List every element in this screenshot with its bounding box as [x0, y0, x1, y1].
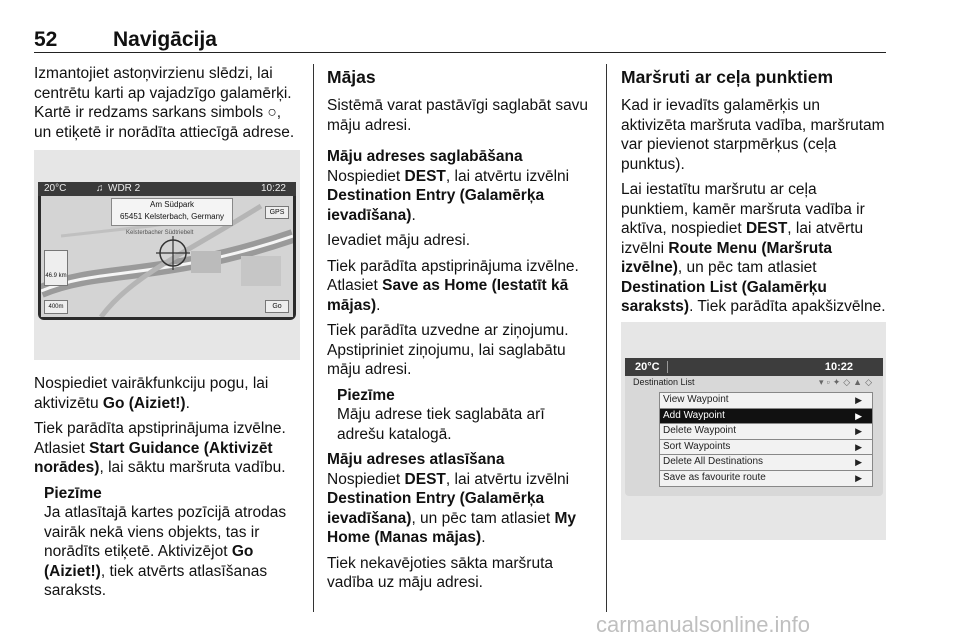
- menu-item[interactable]: [659, 454, 873, 470]
- chevron-right-icon: ▶: [855, 426, 862, 437]
- column-3: [621, 64, 887, 323]
- radio-icon: ♫: [96, 183, 104, 194]
- divider: [667, 361, 668, 373]
- paragraph: Nospiediet DEST, lai atvērtu izvēlni Destination Entry (Galamērķa ievadīšana).: [327, 167, 570, 224]
- scale-indicator: 400m: [44, 300, 68, 314]
- status-icons: ▾▫✦◇▲◇: [819, 377, 875, 387]
- paragraph: Tiek parādīta apstiprinājuma izvēlne. Atlasiet Start Guidance (Aktivizēt norādes), lai sāktu maršruta vadību.: [34, 420, 286, 476]
- paragraph: Nospiediet vairākfunkciju pogu, lai aktivizētu Go (Aiziet!).: [34, 375, 269, 412]
- nav-status-bar: [38, 182, 296, 196]
- menu-item-label: View Waypoint: [663, 394, 729, 405]
- address-label: [111, 198, 233, 226]
- bold-term: Go (Aiziet!): [102, 394, 186, 412]
- nav-map-figure: [34, 150, 300, 360]
- menu-item[interactable]: [659, 392, 873, 408]
- temperature: 20°C: [44, 183, 67, 194]
- paragraph: Lai iestatītu maršrutu ar ceļa punktiem, kamēr maršruta vadība ir aktīva, nospiediet DEST, lai atvērtu izvēlni Route Menu (Maršruta izvēlne), un pēc tam atlasiet Destination List (Galamērķu saraksts). Tiek parādīta apakšizvēlne.: [621, 181, 886, 315]
- address-line-2: 65451 Kelsterbach, Germany: [119, 212, 225, 221]
- chevron-right-icon: ▶: [855, 457, 862, 468]
- section-heading: Maršruti ar ceļa punktiem: [621, 67, 834, 87]
- column-2: [327, 64, 595, 599]
- radio-station: WDR 2: [108, 183, 141, 194]
- map-place-label: Kelsterbacher Südtriebelt: [126, 230, 194, 236]
- column-1-lower: [34, 374, 300, 607]
- paragraph: Sistēmā varat pastāvīgi saglabāt savu māju adresi.: [327, 97, 589, 134]
- menu-item-label: Save as favourite route: [663, 471, 766, 483]
- paragraph: Kad ir ievadīts galamērķis un aktivizēta maršruta vadība, maršrutam var pievienot starpmērķus (ceļa punktus).: [621, 97, 885, 173]
- clock: 10:22: [824, 361, 853, 373]
- paragraph: Nospiediet DEST, lai atvērtu izvēlni Destination Entry (Galamērķa ievadīšana), un pēc tam atlasiet My Home (Manas mājas).: [327, 470, 577, 546]
- chevron-right-icon: ▶: [855, 441, 862, 452]
- chevron-right-icon: ▶: [855, 472, 862, 483]
- subheading: Māju adreses saglabāšana: [327, 148, 523, 165]
- menu-screen: [625, 358, 883, 496]
- page-number: 52: [34, 28, 58, 51]
- menu-item[interactable]: [659, 439, 873, 455]
- clock: 10:22: [260, 183, 286, 194]
- menu-list: [659, 392, 873, 487]
- watermark: carmanualsonline.info: [596, 612, 811, 637]
- paragraph: Tiek nekavējoties sākta maršruta vadība uz māju adresi.: [327, 554, 553, 591]
- distance-panel: [44, 250, 68, 286]
- column-1: [34, 64, 300, 148]
- menu-item-label: Sort Waypoints: [663, 440, 731, 452]
- note-text: Māju adrese tiek saglabāta arī adrešu katalogā.: [337, 406, 545, 443]
- column-divider: [313, 64, 314, 612]
- note-title: Piezīme: [337, 386, 395, 404]
- chevron-right-icon: ▶: [855, 395, 862, 405]
- address-line-1: Am Südpark: [149, 200, 195, 209]
- paragraph: Tiek parādīta apstiprinājuma izvēlne. Atlasiet Save as Home (Iestatīt kā mājas).: [327, 257, 579, 314]
- gps-button[interactable]: GPS: [265, 206, 289, 219]
- menu-title: Destination List: [633, 377, 695, 387]
- distance-value: 46.9 km: [45, 273, 67, 279]
- destination-list-figure: [621, 322, 886, 540]
- menu-item-label: Delete Waypoint: [663, 425, 736, 437]
- menu-item[interactable]: [659, 408, 873, 424]
- menu-item[interactable]: [659, 423, 873, 439]
- paragraph: Tiek parādīta uzvedne ar ziņojumu. Apstipriniet ziņojumu, lai saglabātu māju adresi.: [327, 322, 569, 378]
- bold-term: Start Guidance (Aktivizēt norādes): [34, 439, 273, 476]
- map-view[interactable]: [41, 196, 293, 317]
- intro-paragraph: Izmantojiet astoņvirzienu slēdzi, lai centrētu karti ap vajadzīgo galamērķi. Kartē ir redzams sarkans simbols ○, un etiķetē ir norādīta attiecīgā adrese.: [34, 65, 295, 141]
- menu-item-label: Delete All Destinations: [663, 456, 764, 468]
- go-button[interactable]: Go: [265, 300, 289, 313]
- temperature: 20°C: [635, 361, 660, 373]
- column-divider: [606, 64, 607, 612]
- chevron-right-icon: ▶: [855, 410, 862, 421]
- page-header: [34, 28, 886, 52]
- header-rule: [34, 52, 886, 53]
- note-title: Piezīme: [44, 484, 102, 502]
- section-heading: Mājas: [327, 67, 376, 87]
- paragraph: Ievadiet māju adresi.: [327, 232, 471, 249]
- bold-term: Go (Aiziet!): [44, 543, 254, 580]
- note: [327, 386, 595, 445]
- chapter-title: Navigācija: [113, 28, 217, 51]
- menu-status-bar: [625, 358, 883, 376]
- note: Piezīme Ja atlasītajā kartes pozīcijā atrodas vairāk nekā viens objekts, tas ir norādīts etiķetē. Aktivizējot Go (Aiziet!), tiek atvērts atlasīšanas saraksts.: [34, 484, 300, 601]
- menu-item-label: Add Waypoint: [663, 409, 725, 421]
- menu-item[interactable]: [659, 470, 873, 487]
- menu-title-bar: [625, 376, 883, 388]
- nav-screen: [38, 182, 296, 320]
- subheading: Māju adreses atlasīšana: [327, 451, 505, 468]
